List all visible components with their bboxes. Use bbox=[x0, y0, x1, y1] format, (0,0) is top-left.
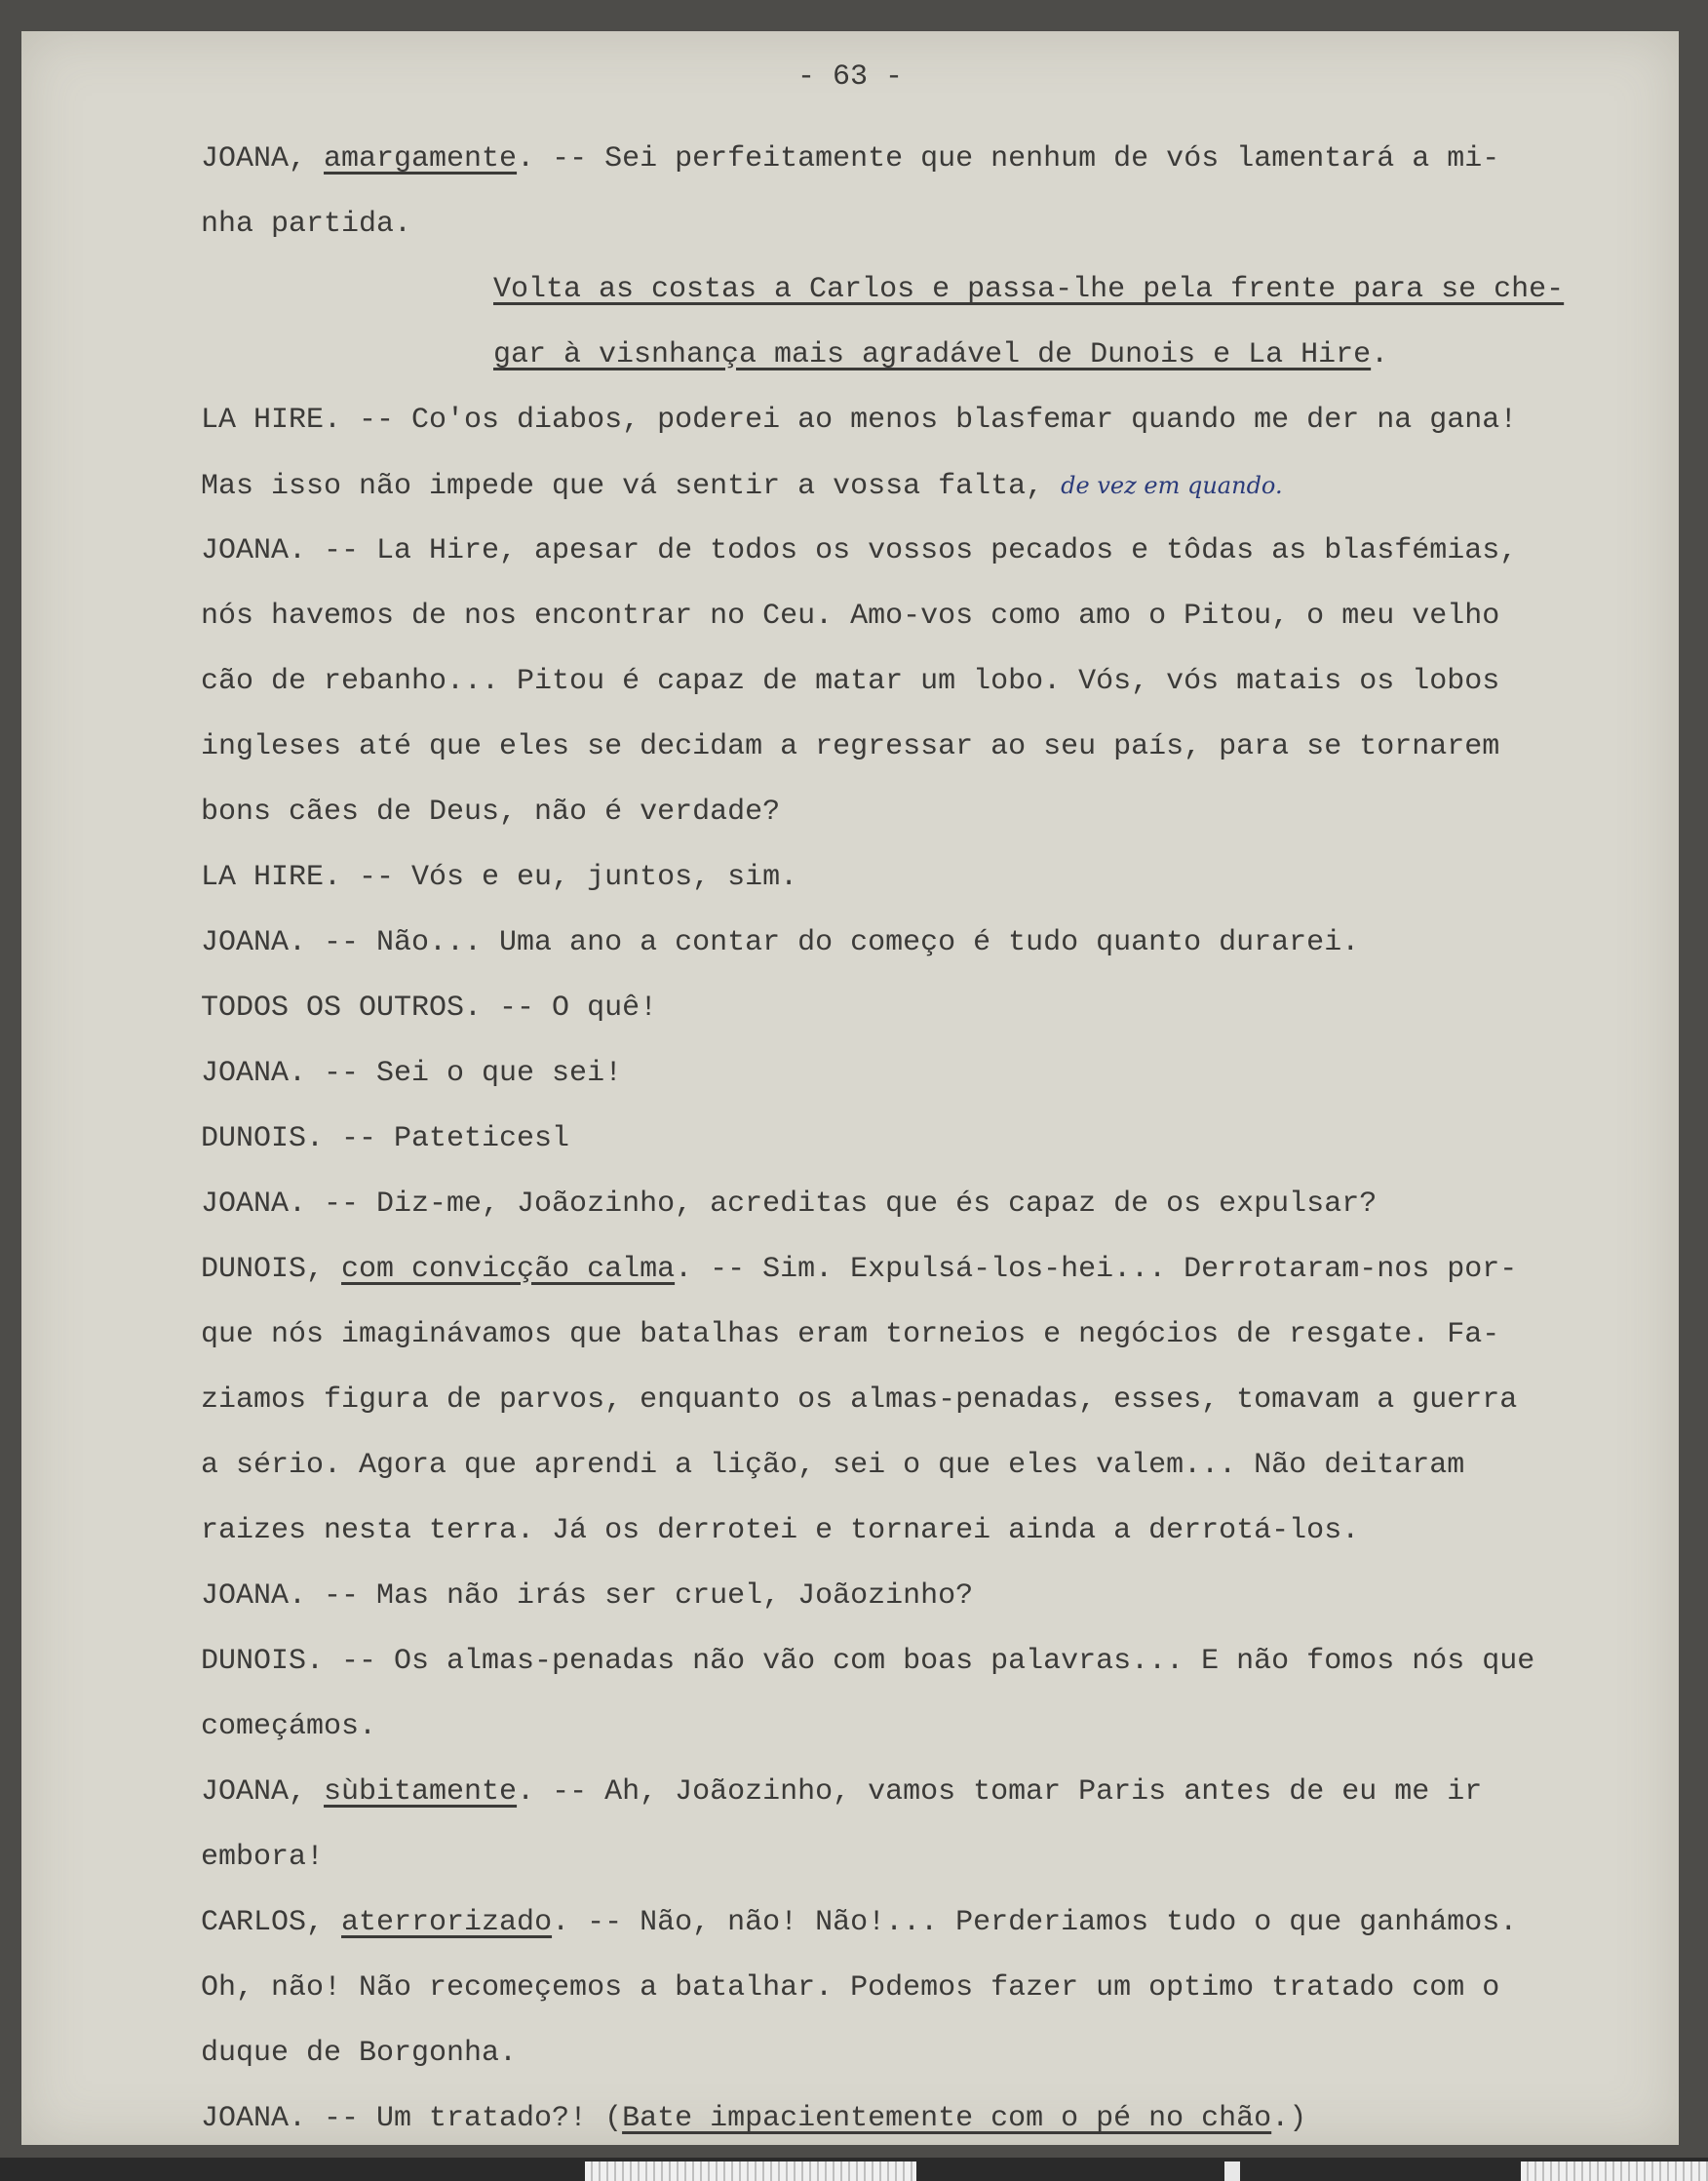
text-line bbox=[201, 453, 1663, 519]
text-line bbox=[201, 1172, 1663, 1237]
text-segment: a sério. Agora que aprendi a lição, sei o que eles valem... Não deitaram bbox=[201, 1449, 1465, 1482]
text-line bbox=[201, 1107, 1663, 1172]
text-segment: nha partida. bbox=[201, 208, 412, 241]
text-segment: nós havemos de nos encontrar no Ceu. Amo-vos como amo o Pitou, o meu velho bbox=[201, 600, 1500, 633]
text-segment: JOANA. -- Não... Uma ano a contar do começo é tudo quanto durarei. bbox=[201, 926, 1360, 959]
text-line bbox=[201, 1760, 1663, 1825]
text-line bbox=[201, 519, 1663, 584]
text-line bbox=[201, 388, 1663, 453]
handwritten-annotation: de vez em quando. bbox=[1061, 472, 1283, 499]
underlined-text: gar à visnhança mais agradável de Dunois e La Hire bbox=[493, 338, 1372, 371]
text-line bbox=[201, 780, 1663, 845]
underlined-text: com convicção calma bbox=[341, 1253, 676, 1286]
text-segment: que nós imaginávamos que batalhas eram torneios e negócios de resgate. Fa- bbox=[201, 1318, 1500, 1351]
text-line bbox=[201, 845, 1663, 911]
text-segment: CARLOS, bbox=[201, 1906, 342, 1939]
stage-direction-line bbox=[201, 257, 1663, 323]
text-segment: DUNOIS. -- Pateticesl bbox=[201, 1122, 570, 1155]
document-page bbox=[21, 31, 1679, 2145]
text-line bbox=[201, 1041, 1663, 1107]
text-segment: JOANA. -- La Hire, apesar de todos os vossos pecados e tôdas as blasfémias, bbox=[201, 534, 1518, 567]
text-line bbox=[201, 911, 1663, 976]
text-line bbox=[201, 2021, 1663, 2086]
text-segment: . -- Sim. Expulsá-los-hei... Derrotaram-nos por- bbox=[675, 1253, 1518, 1286]
text-line bbox=[201, 2086, 1663, 2145]
text-segment: TODOS OS OUTROS. -- O quê! bbox=[201, 992, 658, 1025]
text-line bbox=[201, 1825, 1663, 1890]
text-segment: . -- Não, não! Não!... Perderiamos tudo o que ganhámos. bbox=[552, 1906, 1518, 1939]
text-segment: . -- Ah, Joãozinho, vamos tomar Paris antes de eu me ir bbox=[517, 1775, 1483, 1809]
text-segment: duque de Borgonha. bbox=[201, 2037, 518, 2070]
text-segment: DUNOIS. -- Os almas-penadas não vão com boas palavras... E não fomos nós que bbox=[201, 1645, 1535, 1678]
text-segment: começámos. bbox=[201, 1710, 377, 1743]
text-segment: Oh, não! Não recomeçemos a batalhar. Podemos fazer um optimo tratado com o bbox=[201, 1971, 1500, 2005]
script-text bbox=[201, 127, 1663, 2145]
text-segment: JOANA. -- Diz-me, Joãozinho, acreditas que és capaz de os expulsar? bbox=[201, 1188, 1378, 1221]
scan-ruler-left bbox=[585, 2162, 916, 2181]
text-segment: ingleses até que eles se decidam a regressar ao seu país, para se tornarem bbox=[201, 730, 1500, 763]
text-line bbox=[201, 1629, 1663, 1694]
text-line bbox=[201, 584, 1663, 649]
text-segment: JOANA. -- Mas não irás ser cruel, Joãozinho? bbox=[201, 1579, 974, 1613]
text-line bbox=[201, 1303, 1663, 1368]
text-line bbox=[201, 1433, 1663, 1499]
text-line bbox=[201, 976, 1663, 1041]
text-segment: JOANA. -- Um tratado?! ( bbox=[201, 2102, 623, 2135]
text-line bbox=[201, 1368, 1663, 1433]
text-segment: Mas isso não impede que vá sentir a vossa falta, bbox=[201, 470, 1062, 503]
text-line bbox=[201, 649, 1663, 715]
text-line bbox=[201, 715, 1663, 780]
stage-direction-line bbox=[201, 323, 1663, 388]
text-segment: JOANA, bbox=[201, 142, 325, 175]
text-line bbox=[201, 192, 1663, 257]
text-segment: ziamos figura de parvos, enquanto os almas-penadas, esses, tomavam a guerra bbox=[201, 1383, 1518, 1417]
underlined-text: Volta as costas a Carlos e passa-lhe pela frente para se che- bbox=[493, 273, 1565, 306]
scan-ruler-mark bbox=[1224, 2162, 1240, 2181]
underlined-text: sùbitamente bbox=[324, 1775, 518, 1809]
text-line bbox=[201, 127, 1663, 192]
page-number: - 63 - bbox=[796, 60, 904, 94]
text-line bbox=[201, 1499, 1663, 1564]
text-segment: LA HIRE. -- Vós e eu, juntos, sim. bbox=[201, 861, 798, 894]
text-segment: LA HIRE. -- Co'os diabos, poderei ao menos blasfemar quando me der na gana! bbox=[201, 404, 1518, 437]
underlined-text: amargamente bbox=[324, 142, 518, 175]
text-segment: DUNOIS, bbox=[201, 1253, 342, 1286]
text-line bbox=[201, 1890, 1663, 1956]
scan-ruler-right bbox=[1521, 2162, 1708, 2181]
text-segment: bons cães de Deus, não é verdade? bbox=[201, 796, 781, 829]
text-line bbox=[201, 1237, 1663, 1303]
underlined-text: Bate impacientemente com o pé no chão bbox=[622, 2102, 1272, 2135]
text-segment: JOANA. -- Sei o que sei! bbox=[201, 1057, 623, 1090]
text-segment: embora! bbox=[201, 1841, 325, 1874]
text-line bbox=[201, 1564, 1663, 1629]
scan-bottom-strip bbox=[0, 2158, 1708, 2181]
underlined-text: aterrorizado bbox=[341, 1906, 553, 1939]
text-segment: . bbox=[1371, 338, 1389, 371]
text-segment: .) bbox=[1271, 2102, 1307, 2135]
text-line bbox=[201, 1694, 1663, 1760]
text-segment: raizes nesta terra. Já os derrotei e tornarei ainda a derrotá-los. bbox=[201, 1514, 1360, 1547]
text-line bbox=[201, 1956, 1663, 2021]
text-segment: . -- Sei perfeitamente que nenhum de vós lamentará a mi- bbox=[517, 142, 1500, 175]
text-segment: cão de rebanho... Pitou é capaz de matar um lobo. Vós, vós matais os lobos bbox=[201, 665, 1500, 698]
text-segment: JOANA, bbox=[201, 1775, 325, 1809]
